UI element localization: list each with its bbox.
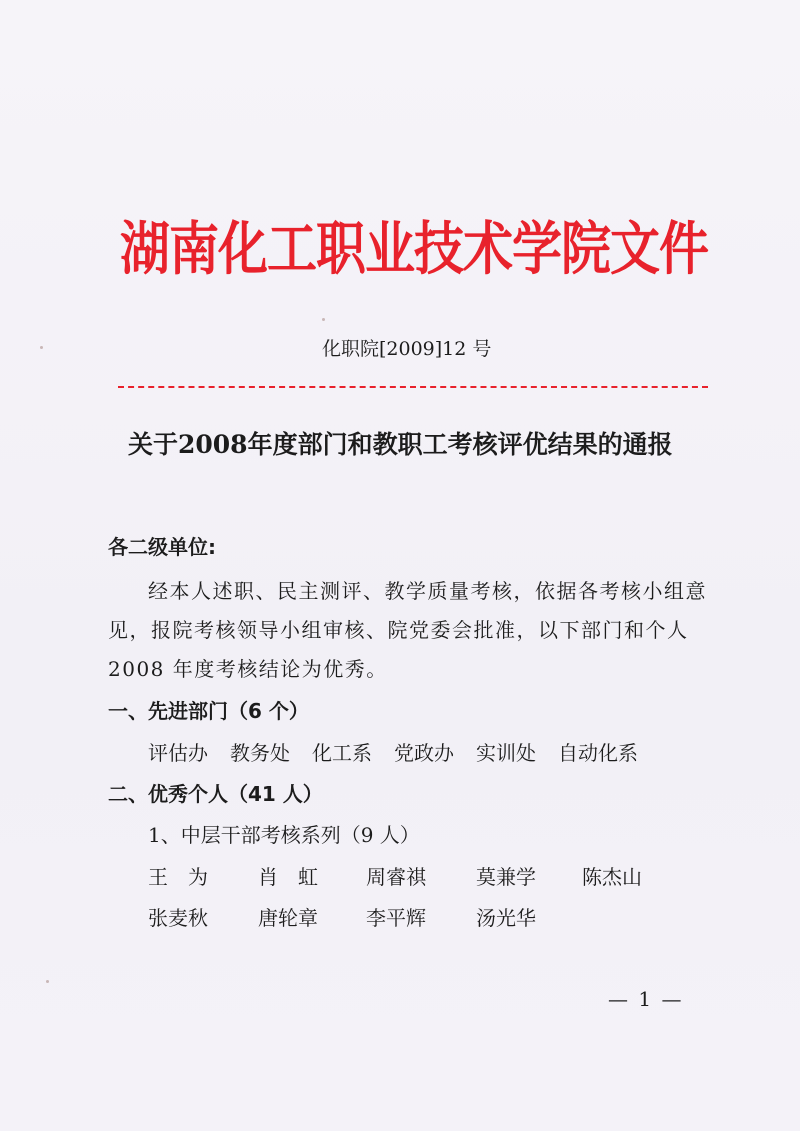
department-item: 评估办 xyxy=(148,741,208,765)
person-name: 肖 虹 xyxy=(258,865,318,889)
salutation: 各二级单位: xyxy=(108,535,216,559)
scan-speck xyxy=(46,980,49,983)
person-name: 周睿祺 xyxy=(366,865,426,889)
scan-speck xyxy=(322,318,325,321)
subsection-title: 1、中层干部考核系列（9 人） xyxy=(148,823,420,847)
person-name: 汤光华 xyxy=(476,906,536,930)
header-divider xyxy=(118,386,708,388)
document-number: 化职院[2009]12 号 xyxy=(322,338,492,360)
person-name: 张麦秋 xyxy=(148,906,208,930)
department-item: 自动化系 xyxy=(558,741,638,765)
institution-header-title: 湖南化工职业技术学院文件 xyxy=(120,215,708,283)
person-name: 李平辉 xyxy=(366,906,426,930)
department-item: 教务处 xyxy=(230,741,290,765)
department-list xyxy=(148,740,660,766)
person-name: 唐轮章 xyxy=(258,906,318,930)
page-number: — 1 — xyxy=(608,987,684,1011)
department-item: 党政办 xyxy=(394,741,454,765)
intro-line-2: 见，报院考核领导小组审核、院党委会批准，以下部门和个人 xyxy=(108,618,689,642)
person-name: 陈杰山 xyxy=(582,865,642,889)
intro-line-3: 2008 年度考核结论为优秀。 xyxy=(108,657,388,681)
document-title: 关于2008年度部门和教职工考核评优结果的通报 xyxy=(128,430,673,459)
person-name: 莫兼学 xyxy=(476,865,536,889)
section-heading-departments: 一、先进部门（6 个） xyxy=(108,699,309,723)
intro-line-1: 经本人述职、民主测评、教学质量考核，依据各考核小组意 xyxy=(148,579,707,603)
section-heading-individuals: 二、优秀个人（41 人） xyxy=(108,782,323,806)
department-item: 化工系 xyxy=(312,741,372,765)
person-name: 王 为 xyxy=(148,865,208,889)
scan-speck xyxy=(40,346,43,349)
department-item: 实训处 xyxy=(476,741,536,765)
